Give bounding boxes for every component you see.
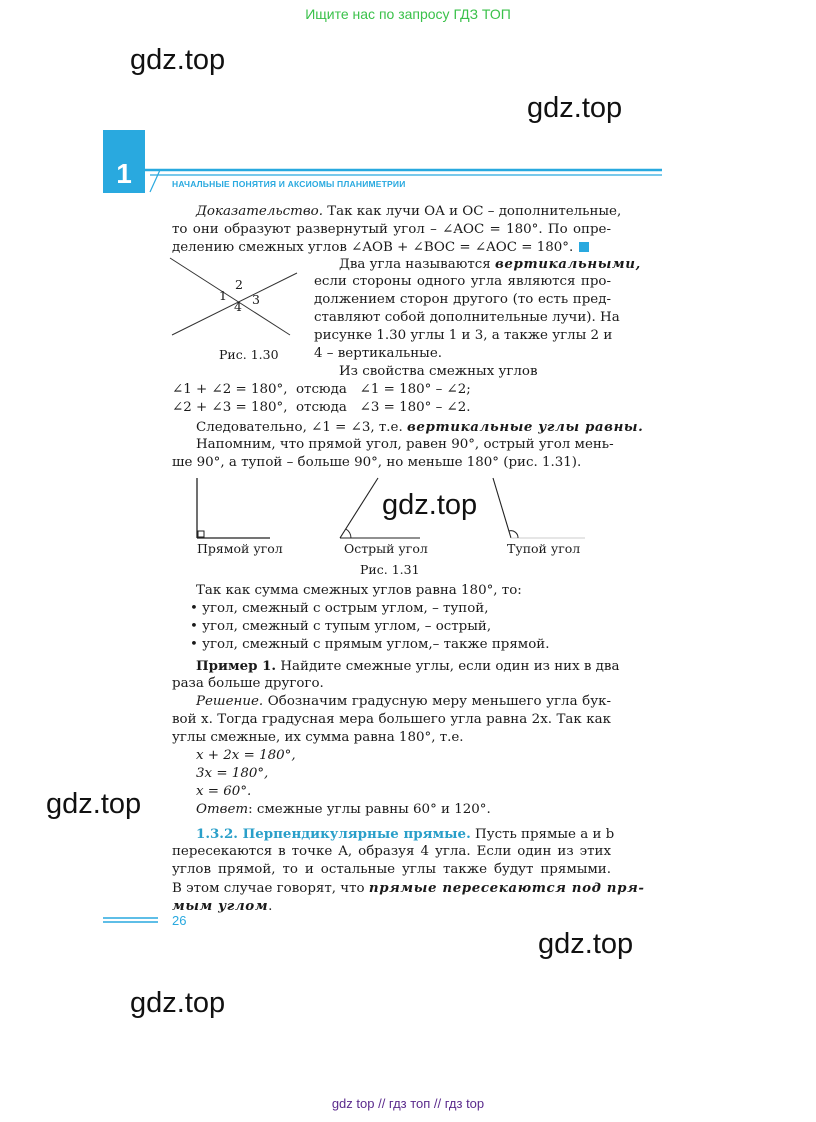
adjacent-intro: Из свойства смежных углов bbox=[339, 364, 538, 379]
term-perpendicular: прямые пересекаются под пря- bbox=[368, 880, 645, 896]
watermark: gdz.top bbox=[130, 987, 226, 1019]
list-item: • угол, смежный с прямым углом,– также прямой. bbox=[190, 637, 550, 652]
reminder-line-1: Напомним, что прямой угол, равен 90°, острый угол мень- bbox=[196, 437, 614, 452]
solution-line-2: вой x. Тогда градусная мера большего угла равна 2x. Так как bbox=[172, 712, 611, 727]
example-line-1: Пример 1. Найдите смежные углы, если один из них в два bbox=[196, 658, 620, 674]
perp-line-5: мым углом. bbox=[172, 898, 273, 914]
chapter-title: НАЧАЛЬНЫЕ ПОНЯТИЯ И АКСИОМЫ ПЛАНИМЕТРИИ bbox=[172, 179, 406, 189]
fig130-label-1: 1 bbox=[219, 288, 227, 303]
example-label: Пример 1. bbox=[196, 658, 277, 674]
answer-label: Ответ bbox=[196, 802, 249, 817]
proof-line-1: Доказательство. Так как лучи OA и OC – дополнительные, bbox=[196, 204, 622, 219]
proof-label: Доказательство. bbox=[196, 204, 323, 219]
answer-line: Ответ: смежные углы равны 60° и 120°. bbox=[196, 802, 491, 817]
solution-line-3: углы смежные, их сумма равна 180°, т.е. bbox=[172, 730, 464, 745]
proof-line-2: то они образуют развернутый угол – ∠AOC = 180°. По опре- bbox=[172, 222, 611, 237]
fig130-label-4: 4 bbox=[234, 299, 242, 314]
perp-line-2: пересекаются в точке A, образуя 4 угла. Если один из этих bbox=[172, 844, 611, 859]
proof-line-3: делению смежных углов ∠AOB + ∠BOC = ∠AOC = 180°. bbox=[172, 239, 589, 257]
bottom-banner: gdz top // гдз топ // гдз top bbox=[331, 1096, 485, 1111]
watermark: gdz.top bbox=[130, 44, 226, 76]
fig130-label-3: 3 bbox=[252, 292, 260, 307]
perp-line-1: 1.3.2. Перпендикулярные прямые. Пусть прямые a и b bbox=[196, 826, 615, 842]
watermark: gdz.top bbox=[527, 92, 623, 124]
solution-equation: 3x = 180°, bbox=[196, 766, 269, 781]
term-vertical: вертикальными, bbox=[494, 256, 641, 272]
section-heading: 1.3.2. Перпендикулярные прямые. bbox=[196, 826, 471, 842]
top-banner: Ищите нас по запросу ГДЗ ТОП bbox=[305, 6, 511, 22]
vertical-def-line-3: должением сторон другого (то есть пред- bbox=[314, 292, 611, 307]
perp-line-4: В этом случае говорят, что прямые пересекаются под пря- bbox=[172, 880, 645, 896]
label-acute-angle: Острый угол bbox=[344, 541, 428, 556]
fig130-label-2: 2 bbox=[235, 277, 243, 292]
equation-1: ∠1 + ∠2 = 180°, отсюда ∠1 = 180° – ∠2; bbox=[172, 382, 471, 397]
sum-intro: Так как сумма смежных углов равна 180°, то: bbox=[196, 583, 522, 598]
label-obtuse-angle: Тупой угол bbox=[507, 541, 581, 556]
equation-2: ∠2 + ∠3 = 180°, отсюда ∠3 = 180° – ∠2. bbox=[172, 400, 471, 415]
solution-equation: x = 60°. bbox=[196, 784, 252, 799]
vertical-def-line-1: Два угла называются вертикальными, bbox=[339, 256, 641, 272]
vertical-def-line-6: 4 – вертикальные. bbox=[314, 346, 443, 361]
list-item: • угол, смежный с острым углом, – тупой, bbox=[190, 601, 489, 616]
watermark: gdz.top bbox=[538, 928, 634, 960]
fig131-caption: Рис. 1.31 bbox=[360, 562, 420, 577]
label-right-angle: Прямой угол bbox=[197, 541, 283, 556]
solution-label: Решение. bbox=[196, 694, 264, 709]
solution-equation: x + 2x = 180°, bbox=[196, 748, 296, 763]
conclusion-line: Следовательно, ∠1 = ∠3, т.е. вертикальные углы равны. bbox=[196, 419, 644, 435]
solution-line-1: Решение. Обозначим градусную меру меньшего угла бук- bbox=[196, 694, 611, 709]
chapter-number: 1 bbox=[116, 158, 132, 189]
list-item: • угол, смежный с тупым углом, – острый, bbox=[190, 619, 492, 634]
page-number: 26 bbox=[172, 913, 187, 928]
watermark: gdz.top bbox=[46, 788, 142, 820]
vertical-def-line-2: если стороны одного угла являются про- bbox=[314, 274, 611, 289]
vertical-def-line-4: ставляют собой дополнительные лучи). На bbox=[314, 310, 620, 325]
watermark: gdz.top bbox=[382, 489, 478, 521]
fig130-caption: Рис. 1.30 bbox=[219, 347, 279, 362]
vertical-def-line-5: рисунке 1.30 углы 1 и 3, а также углы 2 и bbox=[314, 328, 613, 343]
perp-line-3: углов прямой, то и остальные углы также будут прямыми. bbox=[172, 862, 611, 877]
reminder-line-2: ше 90°, а тупой – больше 90°, но меньше 180° (рис. 1.31). bbox=[172, 455, 582, 470]
example-line-2: раза больше другого. bbox=[172, 676, 324, 691]
term-right-angle: мым углом bbox=[172, 898, 269, 914]
term-vertical-equal: вертикальные углы равны. bbox=[406, 419, 644, 435]
